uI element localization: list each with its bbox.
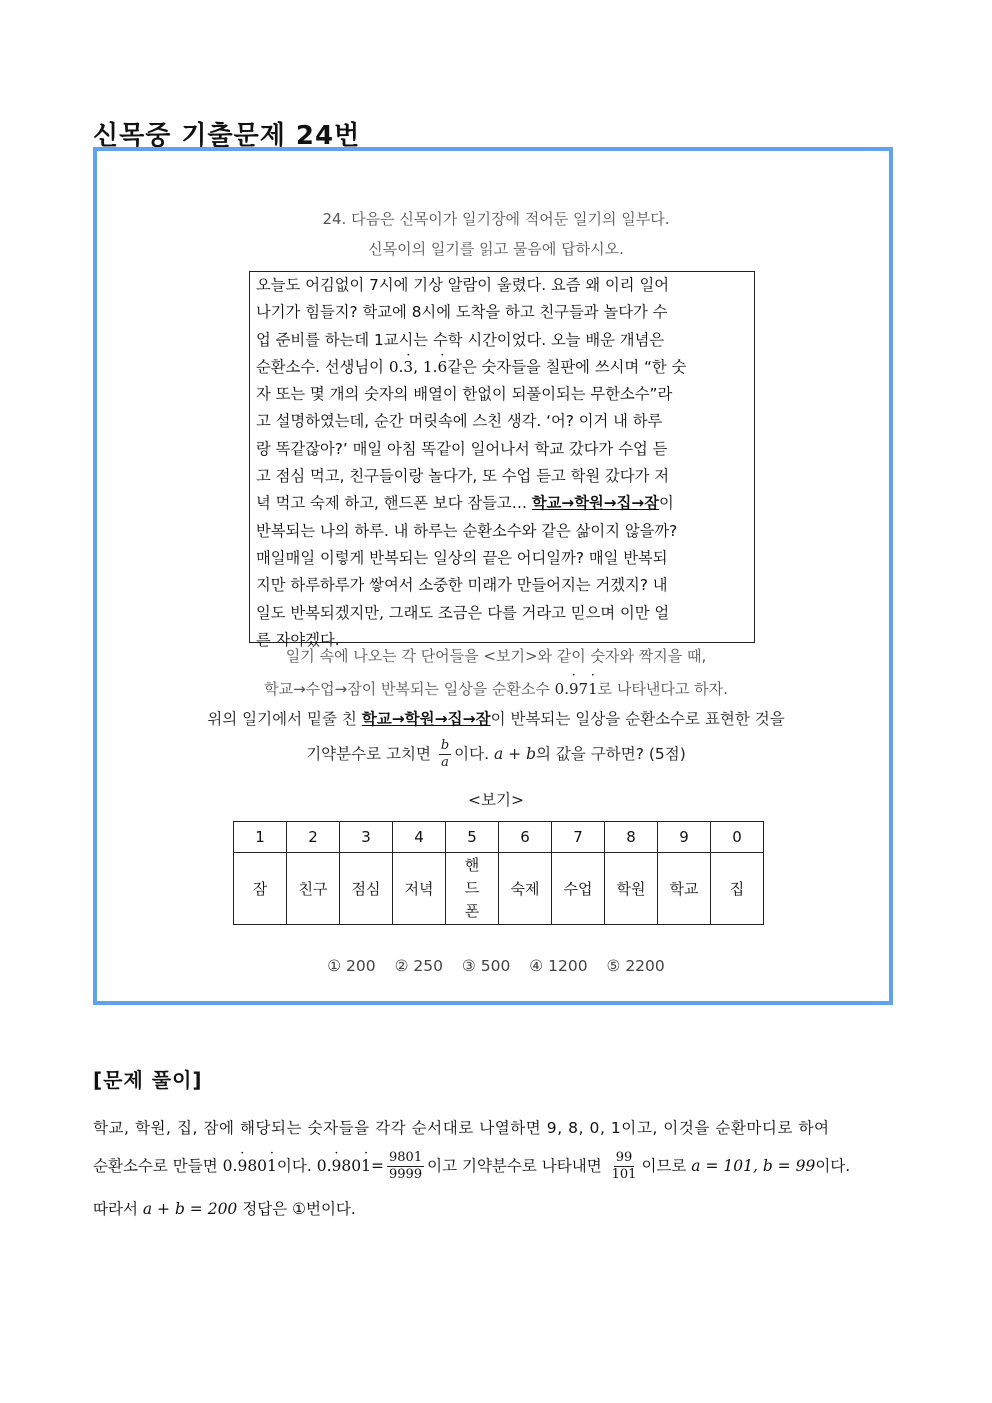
repeating-decimal-2: 1.6 · — [423, 358, 447, 376]
diary-line: 녁 먹고 숙제 하고, 핸드폰 보다 잠들고… 학교→학원→집→잠이 — [256, 494, 674, 513]
table-cell-handphone: 핸 드 폰 — [446, 853, 499, 925]
choice-1: ① 200 — [327, 957, 376, 975]
diary-line: 업 준비를 하는데 1교시는 수학 시간이었다. 오늘 배운 개념은 — [256, 330, 665, 349]
table-cell: 수업 — [552, 853, 605, 925]
question-intro-line1: 24. 다음은 신목이가 일기장에 적어둔 일기의 일부다. — [322, 210, 670, 228]
diary-text: 녁 먹고 숙제 하고, 핸드폰 보다 잠들고… — [256, 494, 532, 513]
choice-5: ⑤ 2200 — [606, 957, 665, 975]
diary-line: 오늘도 어김없이 7시에 기상 알람이 울렸다. 요즘 왜 이리 일어 — [256, 276, 670, 294]
example-repeating-decimal: 0.9 ·71 · — [555, 680, 598, 698]
answer-choices — [0, 957, 992, 975]
fraction-9801-9999: $\frac{9801}{9999}$ — [389, 1150, 423, 1182]
table-cell: 7 — [552, 822, 605, 853]
table-cell: 숙제 — [499, 853, 552, 925]
underlined-routine-ref: 학교→학원→집→잠 — [361, 710, 491, 728]
table-cell: 학원 — [605, 853, 658, 925]
page-title: 신목중 기출문제 24번 — [93, 121, 361, 151]
diary-line: 일도 반복되겠지만, 그래도 조금은 다를 거라고 믿으며 이만 얼 — [256, 603, 670, 622]
diary-text: 같은 숫자들을 칠판에 쓰시며 “한 숫 — [447, 357, 687, 376]
question-intro-line2: 신목이의 일기를 읽고 물음에 답하시오. — [368, 240, 624, 258]
fraction-99-101: $\frac{99}{101}$ — [611, 1150, 637, 1182]
table-cell: 8 — [605, 822, 658, 853]
diary-line: 고 점심 먹고, 친구들이랑 놀다가, 또 수업 듣고 학원 갔다가 저 — [256, 467, 669, 486]
table-cell: 집 — [711, 853, 764, 925]
diary-line: 자 또는 몇 개의 숫자의 배열이 한없이 되풀이되는 무한소수”라 — [256, 385, 673, 404]
table-cell: 9 — [658, 822, 711, 853]
table-cell: 4 — [393, 822, 446, 853]
solution-line3: 따라서 a + b = 200 정답은 ①번이다. — [93, 1200, 356, 1218]
diary-line: 반복되는 나의 하루. 내 하루는 순환소수와 같은 삶이지 않을까? — [256, 521, 678, 540]
diary-line: 른 자야겠다. — [256, 630, 340, 649]
diary-text: 순환소수. 선생님이 — [256, 357, 389, 376]
table-cell: 친구 — [287, 853, 340, 925]
repeating-decimal-1: 0.3 · — [389, 358, 413, 376]
solution-repeating-decimal-2: 0.9 ·801 · — [317, 1157, 371, 1175]
underlined-routine: 학교→학원→집→잠 — [531, 494, 659, 513]
diary-box — [249, 271, 755, 649]
solution-line1: 학교, 학원, 집, 잠에 해당되는 숫자들을 각각 순서대로 나열하면 9, 8, 0, 1이고, 이것을 순환마디로 하여 — [93, 1119, 830, 1137]
table-cell: 2 — [287, 822, 340, 853]
table-row-words — [234, 853, 764, 925]
table-row-numbers — [234, 822, 764, 853]
solution-line2: 순환소수로 만들면 0.9 ·801 ·이다. 0.9 ·801 ·= $\frac{9801}{9999}$ 이고 기약분수로 나타내면 $\frac{99}{101}$ 이므로 a = 101, b = 99이다. — [93, 1146, 899, 1186]
table-cell: 6 — [499, 822, 552, 853]
question-after-line1: 일기 속에 나오는 각 단어들을 <보기>와 같이 숫자와 짝지을 때, — [285, 647, 707, 665]
table-cell: 1 — [234, 822, 287, 853]
table-cell: 저녁 — [393, 853, 446, 925]
table-cell: 3 — [340, 822, 393, 853]
question-after-line4: 기약분수로 고치면 $\frac{b}{a}$ 이다. a + b의 값을 구하면? (5점) — [306, 738, 686, 770]
diary-line: 나기가 힘들지? 학교에 8시에 도착을 하고 친구들과 놀다가 수 — [256, 303, 668, 322]
diary-line: 지만 하루하루가 쌓여서 소중한 미래가 만들어지는 거겠지? 내 — [256, 576, 668, 595]
fraction-b-over-a: $\frac{b}{a}$ — [440, 738, 450, 770]
solution-heading: [문제 풀이] — [93, 1068, 203, 1092]
table-cell: 0 — [711, 822, 764, 853]
solution-repeating-decimal: 0.9 ·801 · — [223, 1157, 277, 1175]
choice-2: ② 250 — [394, 957, 443, 975]
diary-line: 랑 똑같잖아?’ 매일 아침 똑같이 일어나서 학교 갔다가 수업 듣 — [256, 439, 668, 458]
question-after-line2: 학교→수업→잠이 반복되는 일상을 순환소수 0.9 ·71 ·로 나타낸다고 하자. — [0, 678, 992, 699]
choice-3: ③ 500 — [461, 957, 511, 975]
table-cell: 점심 — [340, 853, 393, 925]
diary-line: 고 설명하였는데, 순간 머릿속에 스친 생각. ‘어? 이거 내 하루 — [256, 412, 663, 431]
question-after-line3: 위의 일기에서 밑줄 친 학교→학원→집→잠이 반복되는 일상을 순환소수로 표현한 것을 — [207, 710, 785, 728]
bogi-table — [233, 821, 764, 925]
choice-4: ④ 1200 — [529, 957, 588, 975]
diary-line: 매일매일 이렇게 반복되는 일상의 끝은 어디일까? 매일 반복되 — [256, 548, 668, 567]
bogi-label: <보기> — [468, 791, 524, 809]
diary-line: 순환소수. 선생님이 0.3 ·, 1.6 ·같은 숫자들을 칠판에 쓰시며 “한 숫 — [256, 354, 748, 381]
table-cell: 학교 — [658, 853, 711, 925]
table-cell: 잠 — [234, 853, 287, 925]
table-cell: 5 — [446, 822, 499, 853]
